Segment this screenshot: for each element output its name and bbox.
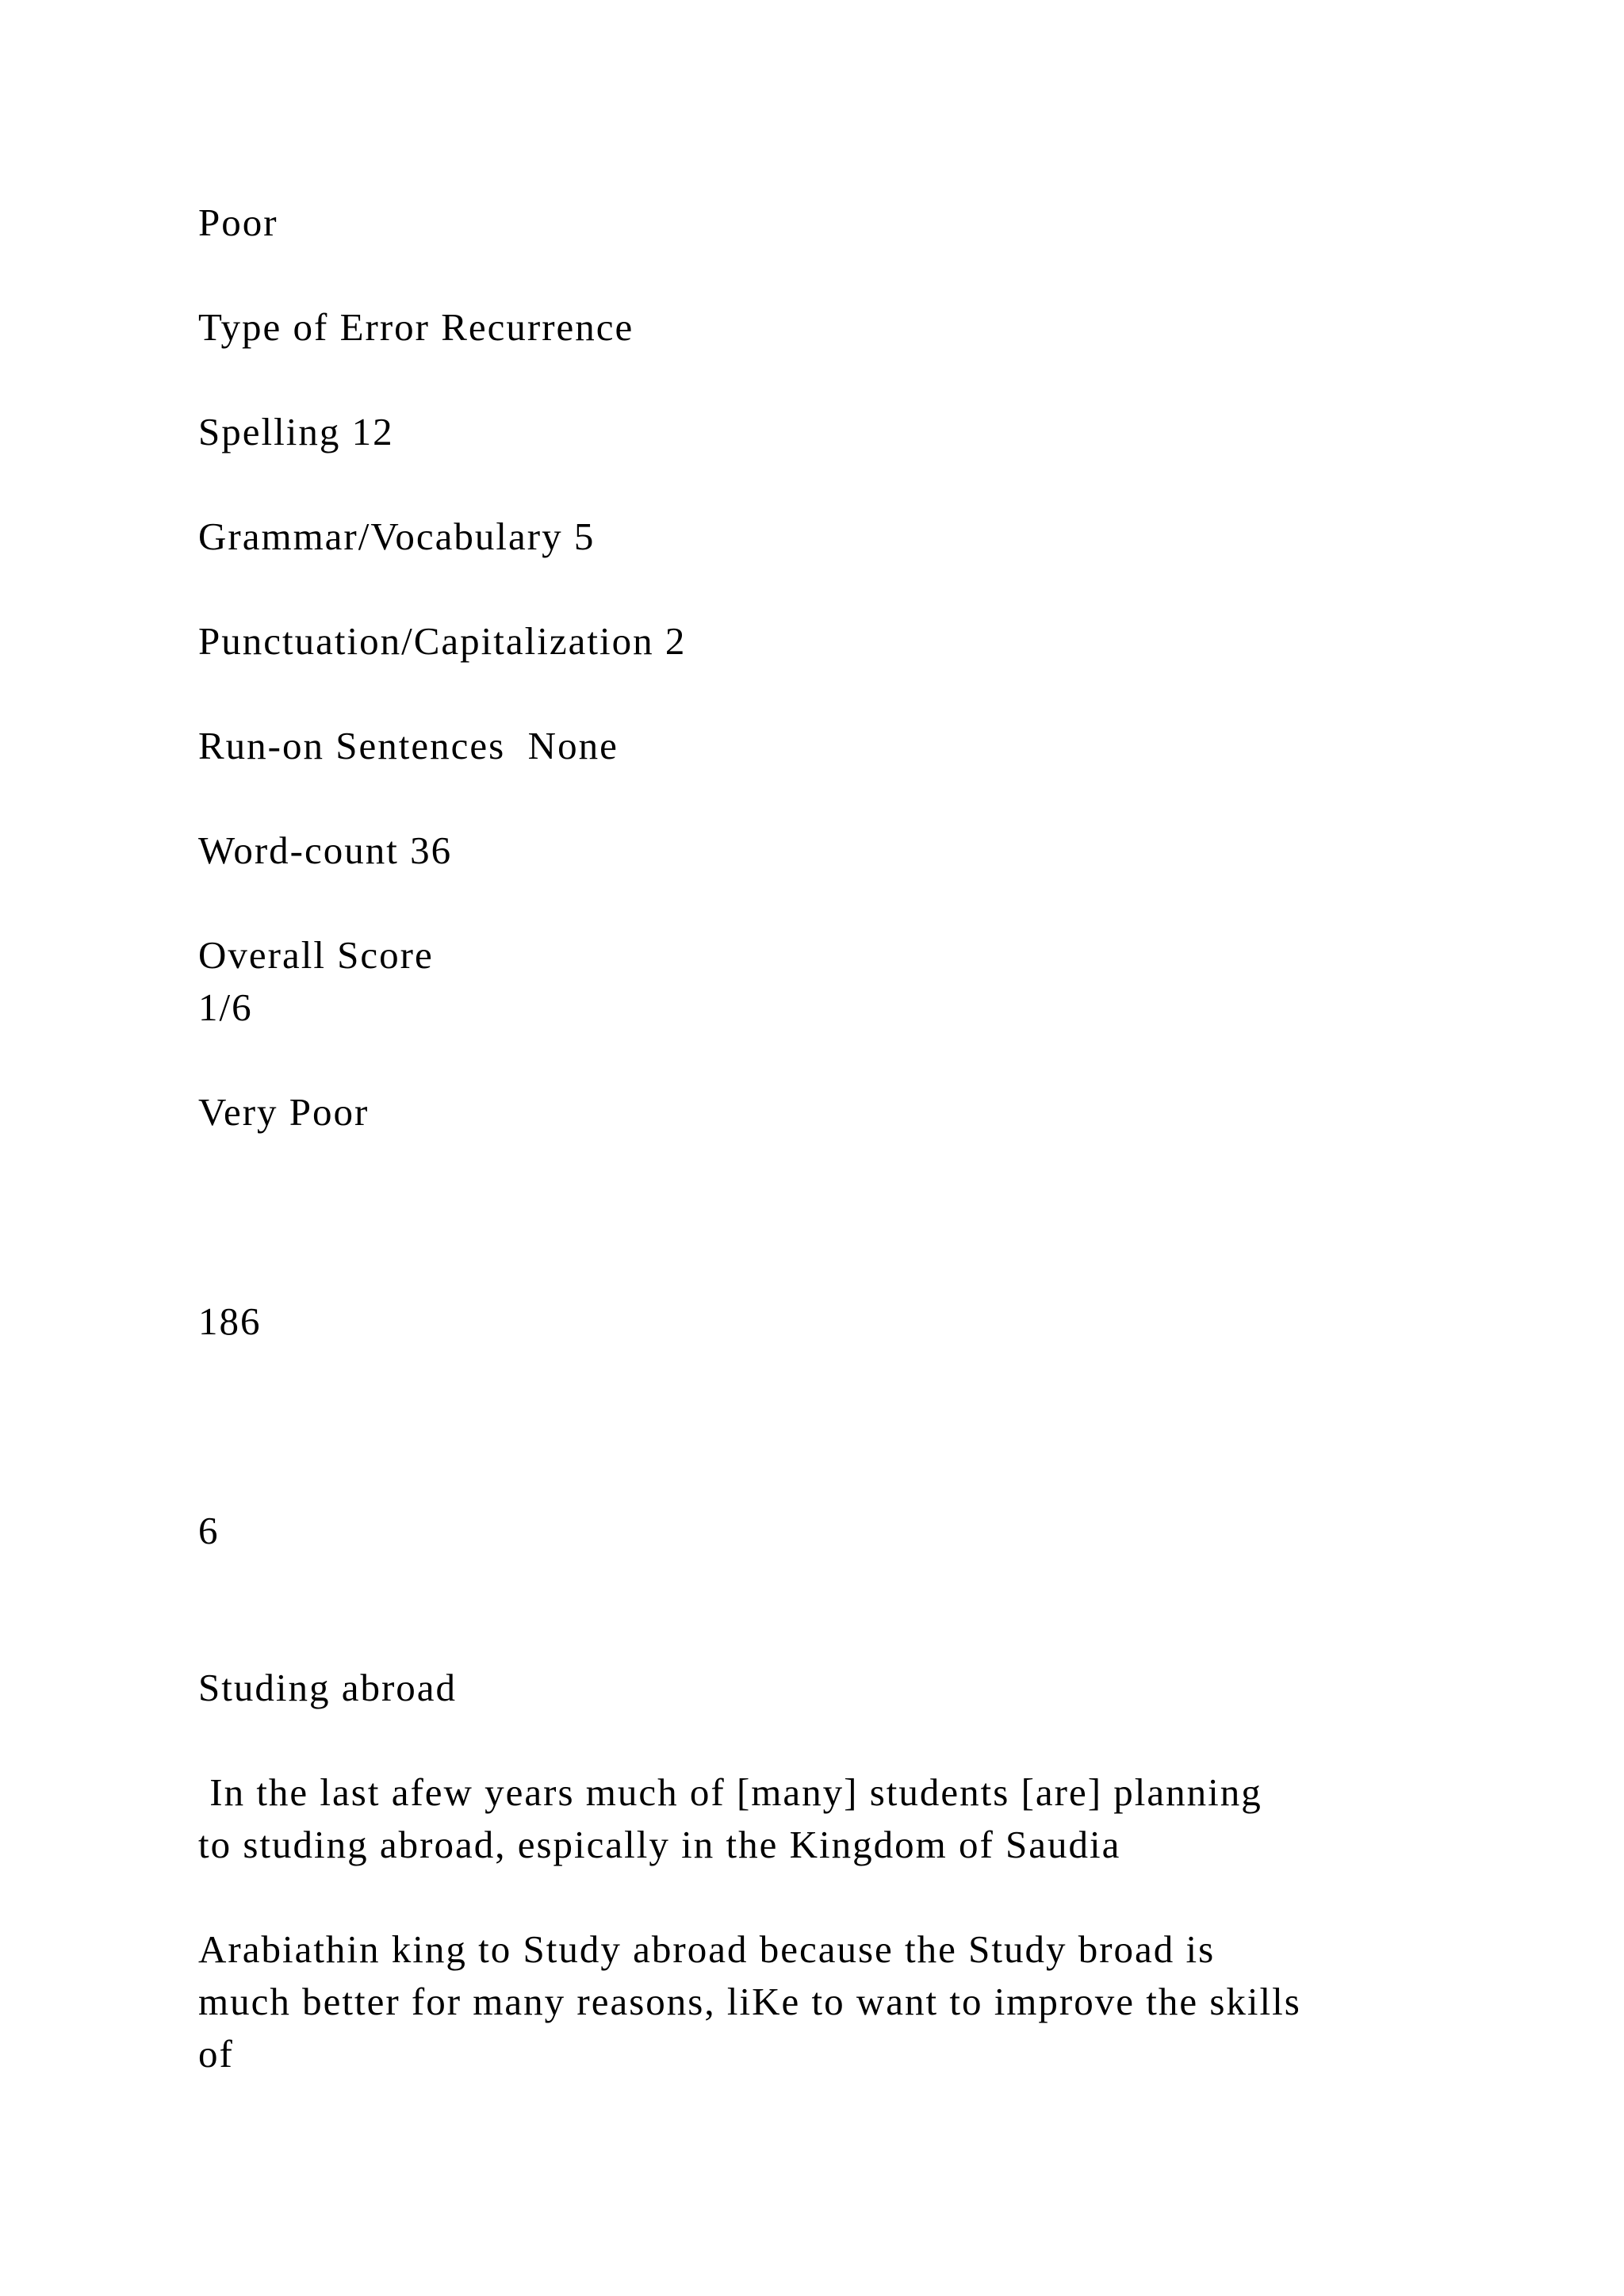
- essay-title: Studing abroad: [198, 1666, 458, 1709]
- overall-score-label: Overall Score: [198, 933, 434, 977]
- page-number: 186: [198, 1299, 262, 1343]
- error-row-grammar: Grammar/Vocabulary 5: [198, 515, 596, 558]
- overall-rating: Very Poor: [198, 1090, 370, 1134]
- error-table-header: Type of Error Recurrence: [198, 305, 634, 349]
- section-number: 6: [198, 1509, 220, 1552]
- essay-paragraph-2-line-2: much better for many reasons, liKe to want to improve the skills: [198, 1980, 1301, 2023]
- error-row-spelling: Spelling 12: [198, 410, 394, 453]
- essay-paragraph-1-line-1: In the last afew years much of [many] students [are] planning: [198, 1770, 1262, 1814]
- error-row-run-on: Run-on Sentences None: [198, 724, 619, 767]
- error-row-punctuation: Punctuation/Capitalization 2: [198, 619, 687, 663]
- rating-poor: Poor: [198, 201, 278, 244]
- overall-score-value: 1/6: [198, 985, 253, 1029]
- error-row-word-count: Word-count 36: [198, 828, 453, 872]
- essay-paragraph-1-line-2: to studing abroad, espically in the Kingdom of Saudia: [198, 1823, 1121, 1866]
- essay-paragraph-2-line-1: Arabiathin king to Study abroad because the Study broad is: [198, 1927, 1216, 1971]
- essay-paragraph-2-line-3: of: [198, 2032, 234, 2076]
